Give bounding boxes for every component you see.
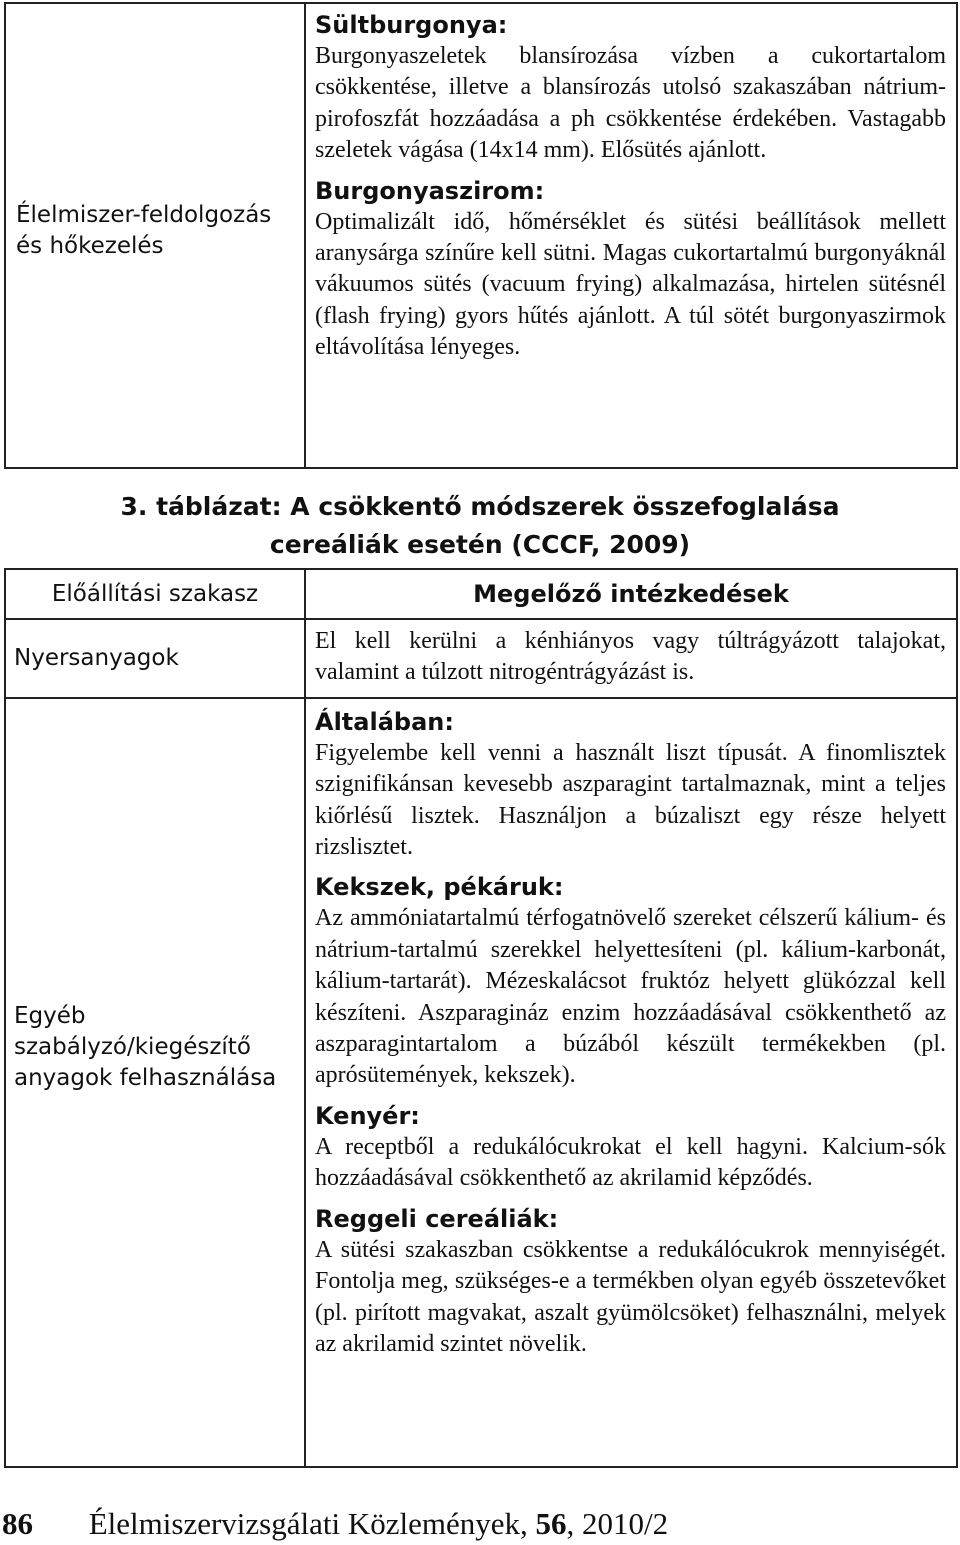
section-heading: Kekszek, pékáruk: xyxy=(315,873,564,902)
page-footer xyxy=(2,1504,668,1544)
table-potato-methods xyxy=(4,2,958,469)
column-header-measures xyxy=(305,569,957,619)
section-general xyxy=(315,707,946,864)
section-heading: Kenyér: xyxy=(315,1101,420,1130)
caption-line-2: cereáliák esetén (CCCF, 2009) xyxy=(269,530,691,559)
measures-cell xyxy=(305,619,957,698)
section-breakfast-cereals xyxy=(315,1204,946,1361)
section-french-fries xyxy=(315,10,946,167)
section-text: Az ammóniatartalmú térfogatnövelő szereket célszerű kálium- és nátrium-tartalmú szerekkel helyettesíteni (pl. kálium-karbonát, kálium-tartarát). Mézeskalácsot fruktóz helyett glükózzal kell készíteni. Aszparagináz enzim hozzáadásával csökkenthető az aszparagintartalom a búzából készült termékekben (pl. aprósütemények, kekszek). xyxy=(315,905,946,1089)
section-potato-chips xyxy=(315,176,946,364)
section-text: Figyelembe kell venni a használt liszt típusát. A finomlisztek szignifikánsan kevesebb aszparagint tartalmaznak, mint a teljes kiőrlésű lisztek. Használjon a búzaliszt egy része helyett rizslisztet. xyxy=(315,739,946,861)
volume-number: 56 xyxy=(535,1506,567,1541)
stage-cell xyxy=(5,619,305,698)
journal-title: Élelmiszervizsgálati Közlemények, xyxy=(88,1506,528,1541)
stage-label: Nyersanyagok xyxy=(14,644,179,671)
column-header-stage xyxy=(5,569,305,619)
measures-cell xyxy=(305,698,957,1467)
section-heading: Sültburgonya: xyxy=(315,11,508,39)
stage-label: Egyéb szabályzó/kiegészítő anyagok felhasználása xyxy=(14,1002,277,1091)
section-heading: Reggeli cereáliák: xyxy=(315,1204,559,1233)
table-caption xyxy=(0,488,960,564)
row-text: El kell kerülni a kénhiányos vagy túltrágyázott talajokat, valamint a túlzott nitrogéntrágyázást is. xyxy=(315,628,946,686)
issue-number: , 2010/2 xyxy=(566,1506,669,1541)
page-number: 86 xyxy=(2,1506,33,1541)
section-text: Burgonyaszeletek blansírozása vízben a cukortartalom csökkentése, illetve a blansírozás utolsó szakaszában nátrium-pirofoszfát hozzáadása a ph csökkentése érdekében. Vastagabb szeletek vágása (14x14 mm). Elősütés ajánlott. xyxy=(315,43,946,164)
table-cereal-methods xyxy=(4,568,958,1468)
measures-cell xyxy=(305,3,957,468)
stage-label: Élelmiszer-feldolgozás és hőkezelés xyxy=(16,201,272,259)
section-biscuits xyxy=(315,872,946,1091)
section-bread xyxy=(315,1101,946,1195)
section-heading: Burgonyaszirom: xyxy=(315,176,545,205)
section-text: A sütési szakaszban csökkentse a redukálócukrok mennyiségét. Fontolja meg, szükséges-e a termékben olyan egyéb összetevőket (pl. pirított magvakat, aszalt gyümölcsöket) felhasználni, melyek az akrilamid szintet növelik. xyxy=(315,1236,946,1357)
section-text: A receptből a redukálócukrokat el kell hagyni. Kalcium-sók hozzáadásával csökkenthető az akrilamid képződés. xyxy=(315,1133,946,1192)
header-label: Megelőző intézkedések xyxy=(473,579,789,608)
section-heading: Általában: xyxy=(315,707,454,736)
caption-line-1: 3. táblázat: A csökkentő módszerek összefoglalása xyxy=(120,492,840,521)
stage-cell xyxy=(5,3,305,468)
section-text: Optimalizált idő, hőmérséklet és sütési beállítások mellett aranysárga színűre kell sütni. Magas cukortartalmú burgonyáknál vákuumos sütés (vacuum frying) alkalmazása, hirtelen sütésnél (flash frying) gyors hűtés ajánlott. A túl sötét burgonyaszirmok eltávolítása lényeges. xyxy=(315,208,946,361)
header-label: Előállítási szakasz xyxy=(51,580,259,607)
stage-cell xyxy=(5,698,305,1467)
